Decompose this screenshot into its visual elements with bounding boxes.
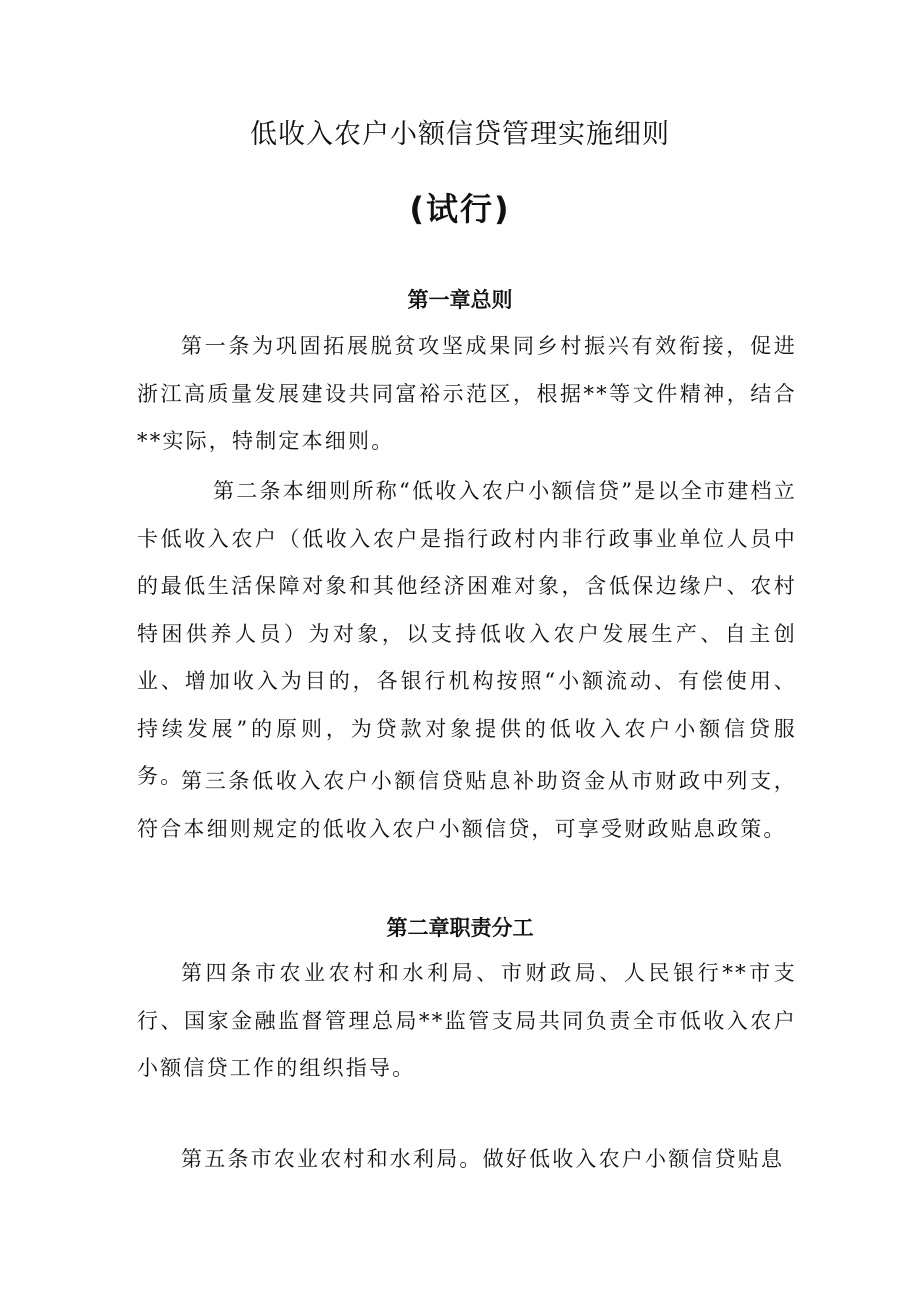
chapter-2-heading: 第二章职责分工: [386, 916, 534, 940]
article-2: 第二条本细则所称“低收入农户小额信贷”是以全市建档立卡低收入农户（低收入农户是指行政村内非行政事业单位人员中的最低生活保障对象和其他经济困难对象，含低保边缘户、农村特困供养人员）为对象，以支持低收入农户发展生产、自主创业、增加收入为目的，各银行机构按照“小额流动、有偿使用、持续发展”的原则，为贷款对象提供的低收入农户小额信贷服务。: [137, 479, 797, 788]
document-title: 低收入农户小额信贷管理实施细则: [250, 119, 670, 150]
article-3: 第三条低收入农户小额信贷贴息补助资金从市财政中列支，符合本细则规定的低收入农户小额信贷，可享受财政贴息政策。: [137, 769, 797, 841]
article-1: 第一条为巩固拓展脱贫攻坚成果同乡村振兴有效衔接，促进浙江高质量发展建设共同富裕示范区，根据**等文件精神，结合**实际，特制定本细则。: [137, 334, 797, 453]
article-4: 第四条市农业农村和水利局、市财政局、人民银行**市支行、国家金融监督管理总局**监管支局共同负责全市低收入农户小额信贷工作的组织指导。: [137, 961, 797, 1080]
article-5: 第五条市农业农村和水利局。做好低收入农户小额信贷贴息: [181, 1147, 785, 1171]
chapter-1-heading: 第一章总则: [407, 288, 513, 312]
document-subtitle: (试行): [409, 190, 511, 228]
